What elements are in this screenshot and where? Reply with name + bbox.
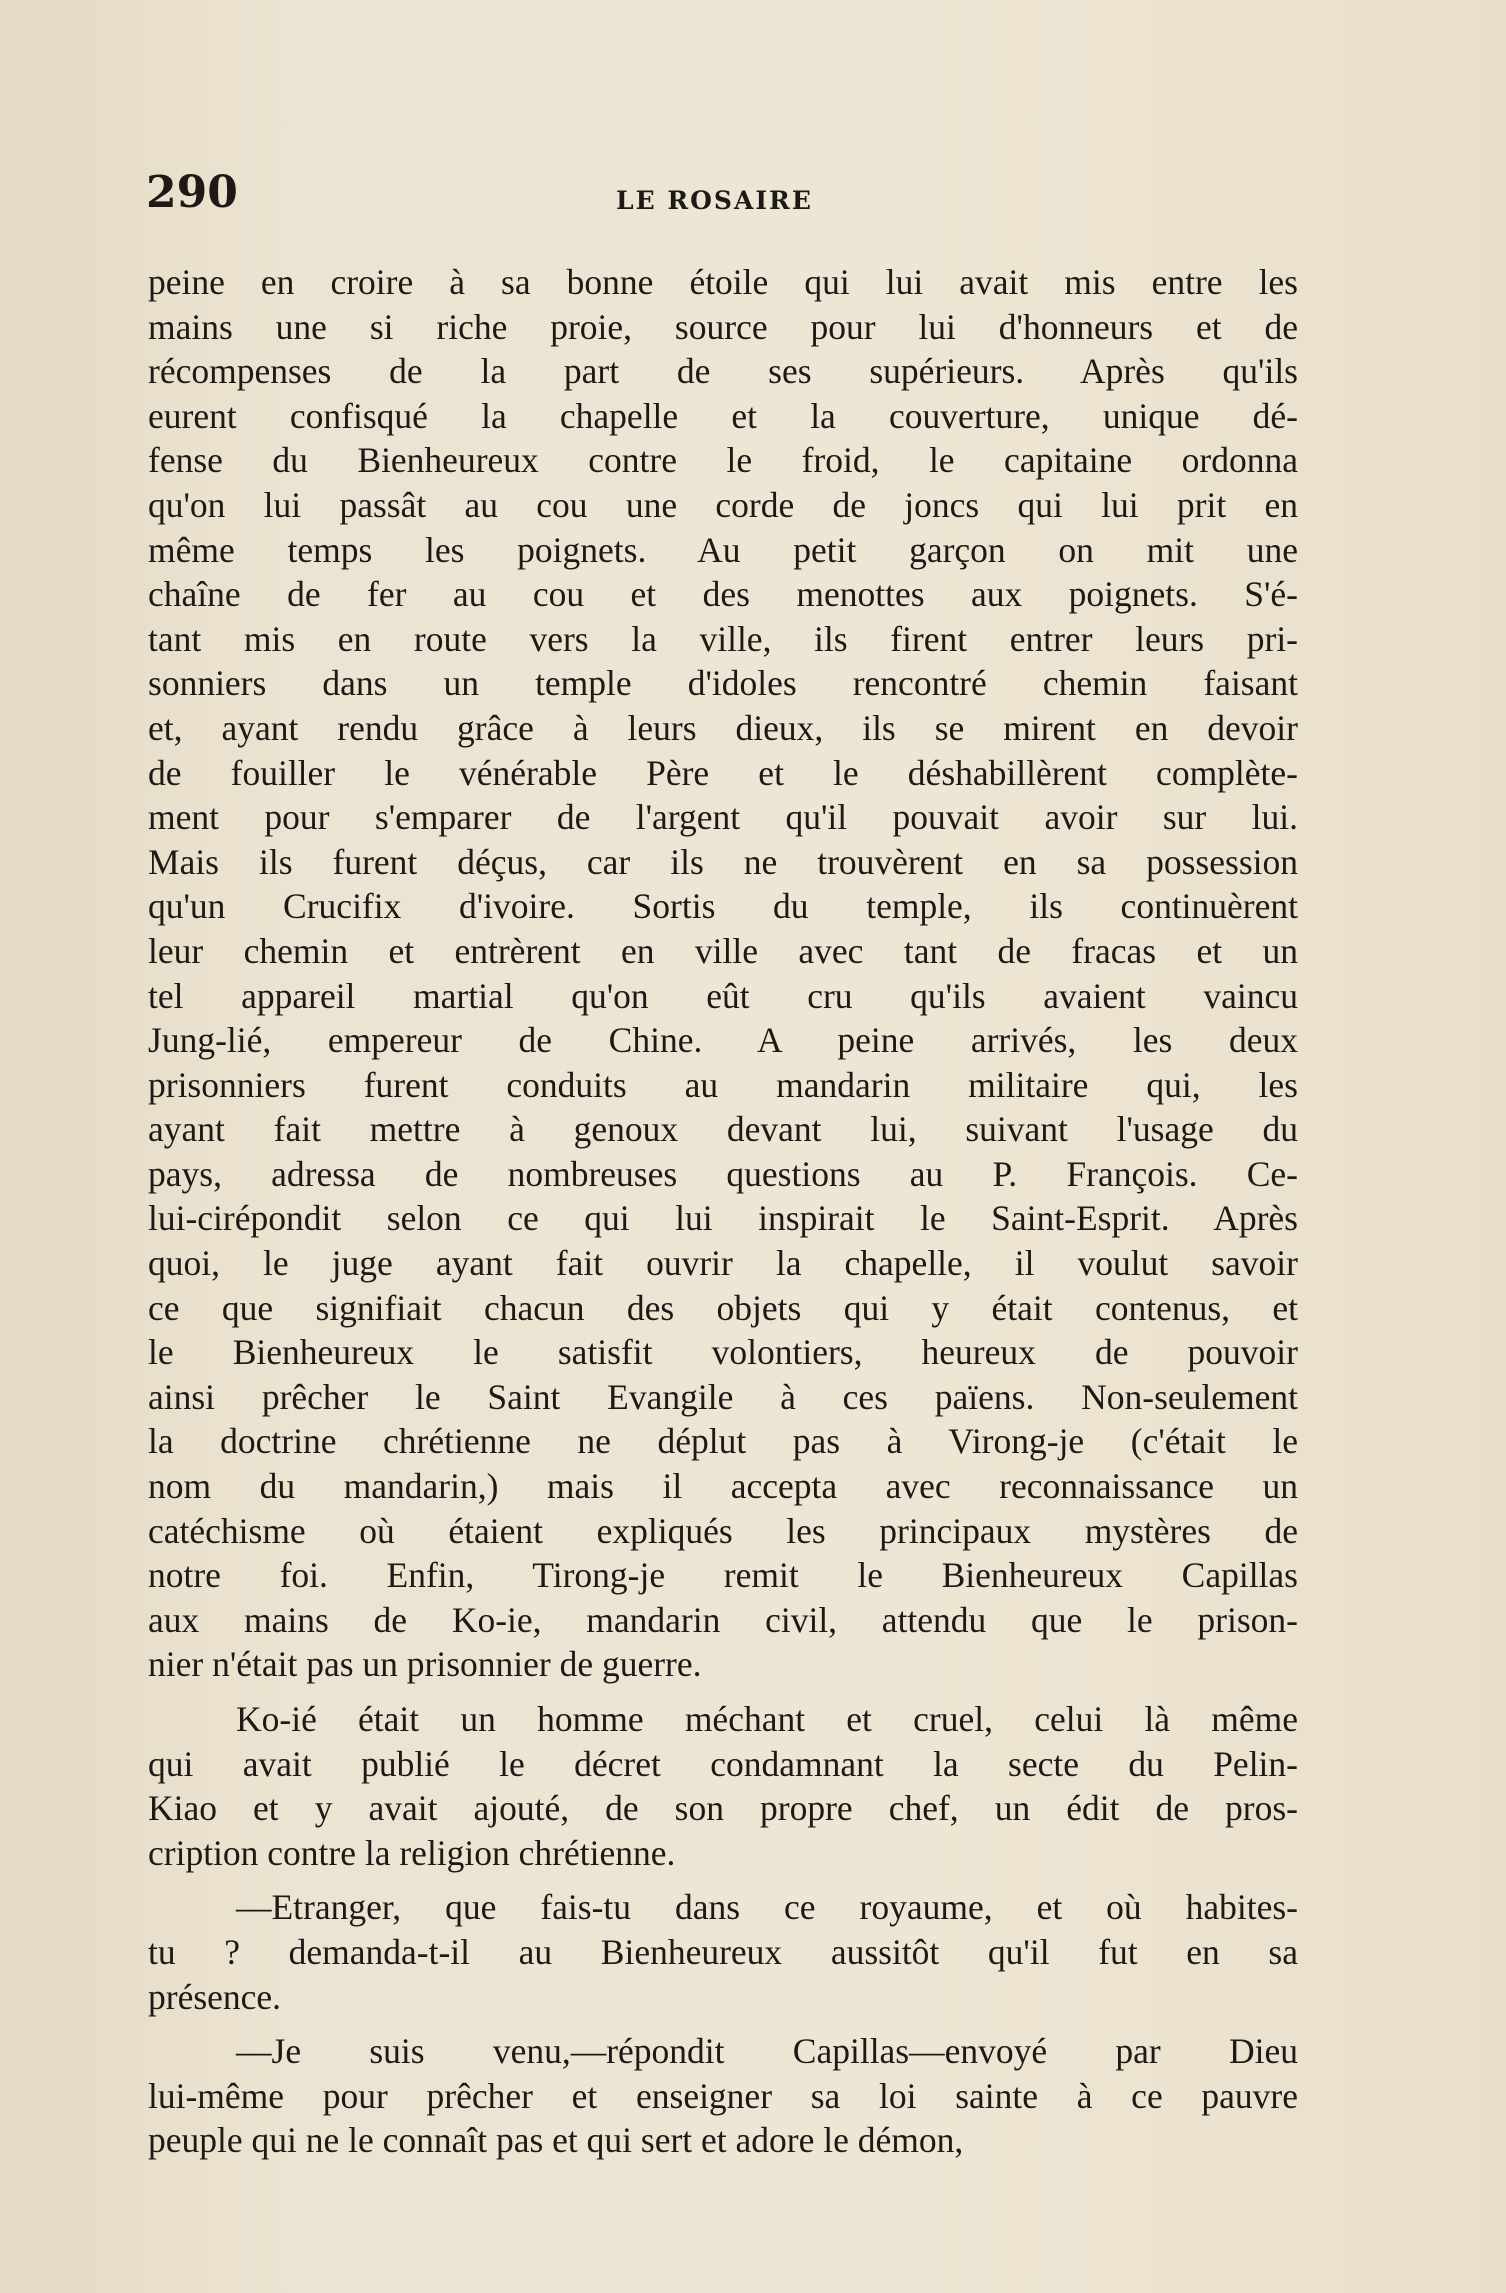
text-line: catéchisme où étaient expliqués les principaux mystères de (148, 1510, 1298, 1551)
text-line: récompenses de la part de ses supérieurs. Après qu'ils (148, 351, 1298, 392)
text-line: ayant fait mettre à genoux devant lui, suivant l'usage du (148, 1109, 1298, 1150)
text-line: mains une si riche proie, source pour lui d'honneurs et de (148, 306, 1298, 347)
text-line: lui-même pour prêcher et enseigner sa loi sainte à ce pauvre (148, 2075, 1298, 2116)
text-line: sonniers dans un temple d'idoles rencontré chemin faisant (148, 663, 1298, 704)
paragraph (148, 1697, 1298, 1875)
text-line: notre foi. Enfin, Tirong-je remit le Bienheureux Capillas (148, 1555, 1298, 1596)
paragraph (148, 2029, 1298, 2163)
text-line: Jung-lié, empereur de Chine. A peine arrivés, les deux (148, 1020, 1298, 1061)
body-text (148, 260, 1298, 2163)
text-line: leur chemin et entrèrent en ville avec tant de fracas et un (148, 930, 1298, 971)
text-line: Mais ils furent déçus, car ils ne trouvèrent en sa possession (148, 841, 1298, 882)
text-line: prisonniers furent conduits au mandarin militaire qui, les (148, 1064, 1298, 1105)
running-head: LE ROSAIRE (616, 186, 813, 215)
text-line: nier n'était pas un prisonnier de guerre. (148, 1644, 702, 1685)
text-line: présence. (148, 1976, 282, 2017)
text-line: peine en croire à sa bonne étoile qui lui avait mis entre les (148, 262, 1298, 302)
text-line: Ko-ié était un homme méchant et cruel, celui là même (236, 1699, 1298, 1739)
text-line: tu ? demanda-t-il au Bienheureux aussitôt qu'il fut en sa (148, 1931, 1298, 1972)
text-line: même temps les poignets. Au petit garçon on mit une (148, 529, 1298, 570)
text-line: ainsi prêcher le Saint Evangile à ces païens. Non-seulement (148, 1376, 1298, 1417)
text-line: tel appareil martial qu'on eût cru qu'ils avaient vaincu (148, 975, 1298, 1016)
text-line: chaîne de fer au cou et des menottes aux poignets. S'é- (148, 574, 1298, 615)
text-line: fense du Bienheureux contre le froid, le capitaine ordonna (148, 440, 1298, 481)
text-line: lui-cirépondit selon ce qui lui inspirait le Saint-Esprit. Après (148, 1198, 1298, 1239)
text-line: quoi, le juge ayant fait ouvrir la chapelle, il voulut savoir (148, 1243, 1298, 1284)
text-line: —Je suis venu,—répondit Capillas—envoyé par Dieu (236, 2031, 1298, 2072)
text-line: le Bienheureux le satisfit volontiers, heureux de pouvoir (148, 1332, 1298, 1373)
paragraph (148, 260, 1298, 1687)
text-line: pays, adressa de nombreuses questions au P. François. Ce- (148, 1153, 1298, 1194)
text-line: nom du mandarin,) mais il accepta avec reconnaissance un (148, 1466, 1298, 1507)
paragraph (148, 1885, 1298, 2019)
text-line: de fouiller le vénérable Père et le déshabillèrent complète- (148, 752, 1298, 793)
text-line: Kiao et y avait ajouté, de son propre chef, un édit de pros- (148, 1788, 1298, 1829)
text-line: la doctrine chrétienne ne déplut pas à Virong-je (c'était le (148, 1421, 1298, 1462)
text-line: peuple qui ne le connaît pas et qui sert et adore le démon, (148, 2120, 964, 2161)
text-line: ment pour s'emparer de l'argent qu'il pouvait avoir sur lui. (148, 797, 1298, 838)
page-number: 290 (146, 167, 238, 218)
text-line: tant mis en route vers la ville, ils firent entrer leurs pri- (148, 618, 1298, 659)
text-line: qu'on lui passât au cou une corde de joncs qui lui prit en (148, 484, 1298, 525)
text-line: —Etranger, que fais-tu dans ce royaume, et où habites- (236, 1887, 1298, 1928)
text-line: eurent confisqué la chapelle et la couverture, unique dé- (148, 395, 1298, 436)
text-line: ce que signifiait chacun des objets qui y était contenus, et (148, 1287, 1298, 1328)
text-line: aux mains de Ko-ie, mandarin civil, attendu que le prison- (148, 1599, 1298, 1640)
text-line: et, ayant rendu grâce à leurs dieux, ils se mirent en devoir (148, 707, 1298, 748)
text-line: qui avait publié le décret condamnant la secte du Pelin- (148, 1743, 1298, 1784)
page-header (146, 168, 1296, 228)
text-line: cription contre la religion chrétienne. (148, 1832, 676, 1873)
text-line: qu'un Crucifix d'ivoire. Sortis du temple, ils continuèrent (148, 886, 1298, 927)
